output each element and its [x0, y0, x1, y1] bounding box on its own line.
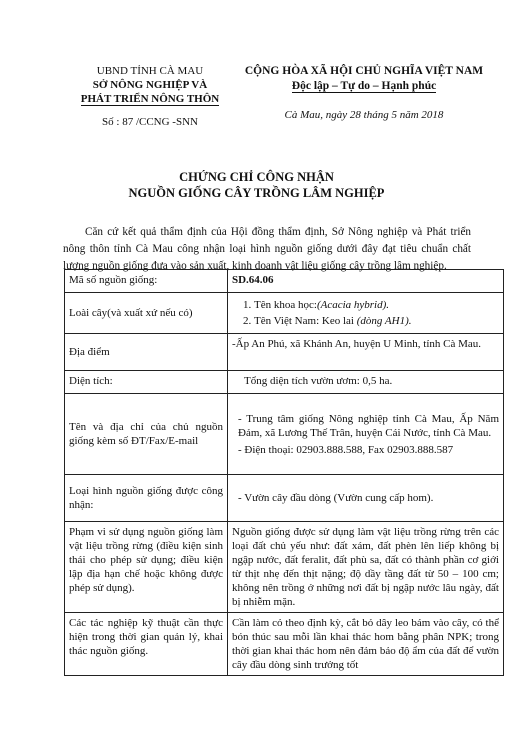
document-number: Số : 87 /CCNG -SNN	[102, 116, 198, 128]
issue-date: Cà Mau, ngày 28 tháng 5 năm 2018	[284, 109, 444, 121]
species-scientific: 1. Tên khoa học:(Acacia hybrid).	[254, 298, 499, 312]
location-value: -Ấp An Phú, xã Khánh An, huyện U Minh, tỉnh Cà Mau.	[228, 334, 504, 371]
agency-line-2: SỞ NÔNG NGHIỆP VÀ	[92, 79, 208, 91]
owner-value	[228, 394, 504, 475]
table-row	[65, 475, 504, 522]
table-row	[65, 394, 504, 475]
code-label: Mã số nguồn giống:	[65, 270, 228, 293]
table-row	[65, 270, 504, 293]
scope-label: Phạm vi sử dụng nguồn giống làm vật liệu trồng rừng (điều kiện sinh thái cho phép sử dụng; điều kiện lập địa hạn chế hoặc không được phép sử dụng).	[65, 522, 228, 613]
tech-value: Cần làm cỏ theo định kỳ, cắt bỏ dây leo bám vào cây, có thể bón thúc sau mỗi lần khai thác hom bằng phân NPK; trong thời gian khai thác hom nên đảm bảo độ ẩm của đất để vườn cây đầu dòng sinh trưởng tốt	[228, 613, 504, 676]
species-label: Loài cây(và xuất xứ nếu có)	[65, 293, 228, 334]
type-value: - Vườn cây đầu dòng (Vườn cung cấp hom).	[228, 475, 504, 522]
republic-name: CỘNG HÒA XÃ HỘI CHỦ NGHĨA VIỆT NAM	[244, 65, 484, 77]
seed-source-table	[64, 269, 504, 676]
intro-paragraph: Căn cứ kết quả thẩm định của Hội đồng thẩm định, Sở Nông nghiệp và Phát triển nông thôn tỉnh Cà Mau công nhận loại hình nguồn giống dưới đây đạt tiêu chuẩn chất lượng nguồn giống đưa vào sản xuất, kinh doanh vật liệu giống cây trồng lâm nghiệp.	[63, 226, 471, 272]
national-header-block	[222, 64, 506, 123]
table-row	[65, 293, 504, 334]
table-row	[65, 371, 504, 394]
table-row	[65, 613, 504, 676]
location-label: Địa điểm	[65, 334, 228, 371]
table-row	[65, 334, 504, 371]
certificate-title-line-2: NGUỒN GIỐNG CÂY TRỒNG LÂM NGHIỆP	[128, 186, 385, 200]
motto: Độc lập – Tự do – Hạnh phúc	[291, 79, 437, 92]
owner-label: Tên và địa chỉ của chủ nguồn giống kèm số ĐT/Fax/E-mail	[65, 394, 228, 475]
owner-address: - Trung tâm giống Nông nghiệp tỉnh Cà Mau, Ấp Năm Đảm, xã Lương Thế Trân, huyện Cái Nước, tỉnh Cà Mau.	[238, 412, 499, 439]
code-value: SD.64.06	[228, 270, 504, 293]
agency-line-3: PHÁT TRIỂN NÔNG THÔN	[80, 93, 220, 105]
table-row	[65, 522, 504, 613]
area-value: Tổng diện tích vườn ươm: 0,5 ha.	[228, 371, 504, 394]
type-label: Loại hình nguồn giống được công nhận:	[65, 475, 228, 522]
species-value	[228, 293, 504, 334]
owner-phone: - Điện thoại: 02903.888.588, Fax 02903.888.587	[238, 443, 454, 456]
scope-value: Nguồn giống được sử dụng làm vật liệu trồng rừng trên các loại đất chủ yếu như: đất xám, đất phèn lên liếp không bị ngập nước, đất feralit, đất phù sa, đất có thành phần cơ giới từ thịt nhẹ đến thịt nặng; độ dầy tầng đất từ 50 – 100 cm; không nên trồng ở những nơi đất bị ngập nước lâu ngày, đất bị nhiễm mặn.	[228, 522, 504, 613]
species-vietnamese: 2. Tên Việt Nam: Keo lai (dòng AH1).	[254, 314, 499, 328]
agency-line-1: UBND TỈNH CÀ MAU	[96, 65, 204, 77]
area-label: Diện tích:	[65, 371, 228, 394]
issuing-agency-block	[55, 64, 245, 129]
certificate-title-line-1: CHỨNG CHỈ CÔNG NHẬN	[179, 170, 334, 184]
tech-label: Các tác nghiệp kỹ thuật cần thực hiện trong thời gian quản lý, khai thác nguồn giống.	[65, 613, 228, 676]
